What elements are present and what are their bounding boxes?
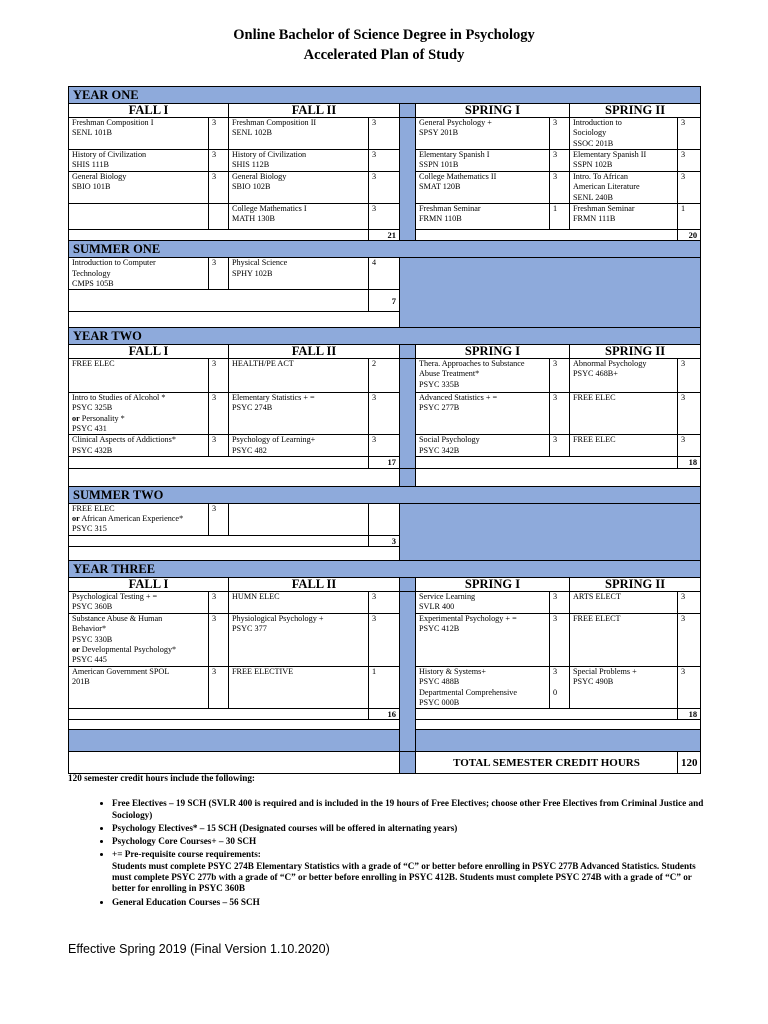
year-two-terms: [69, 345, 701, 359]
course-cell: Freshman Seminar FRMN 111B: [570, 204, 678, 230]
credit-hours: 3: [678, 435, 701, 457]
notes-section: [68, 773, 708, 910]
credit-hours: 3: [369, 591, 400, 613]
year-three-terms: [69, 577, 701, 591]
spring-total-hours: 20: [678, 230, 701, 241]
term-spring-2: SPRING II: [570, 345, 701, 359]
credit-hours: 3: [369, 435, 400, 457]
credit-hours: 3: [550, 118, 570, 150]
term-spring-1: SPRING I: [416, 104, 570, 118]
credit-hours: 3: [369, 613, 400, 666]
course-row: [69, 666, 701, 708]
course-row: [69, 204, 701, 230]
course-cell: College Mathematics I MATH 130B: [229, 204, 369, 230]
course-cell: Freshman Seminar FRMN 110B: [416, 204, 550, 230]
course-cell: Freshman Composition II SENL 102B: [229, 118, 369, 150]
term-spring-2: SPRING II: [570, 104, 701, 118]
course-row: [69, 359, 701, 393]
course-cell: Intro. To African American Literature SENL 240B: [570, 172, 678, 204]
credit-hours: 3: [369, 393, 400, 435]
term-fall-1: FALL I: [69, 104, 229, 118]
credit-hours: 3 0: [550, 666, 570, 708]
credit-hours: 3: [209, 150, 229, 172]
course-cell: General Biology SBIO 102B: [229, 172, 369, 204]
course-cell: Physiological Psychology + PSYC 377: [229, 613, 369, 666]
course-cell: [69, 204, 209, 230]
section-summer-one: SUMMER ONE: [69, 241, 701, 258]
course-cell: FREE ELECT: [570, 613, 678, 666]
credit-hours: 3: [550, 435, 570, 457]
section-year-three: YEAR THREE: [69, 560, 701, 577]
credit-hours: 3: [209, 359, 229, 393]
spring-total-hours: 18: [678, 457, 701, 468]
course-cell: History of Civilization SHIS 112B: [229, 150, 369, 172]
course-row: [69, 118, 701, 150]
year-one-terms: [69, 104, 701, 118]
course-row: [69, 503, 701, 535]
section-year-two: YEAR TWO: [69, 328, 701, 345]
credit-hours: 1: [550, 204, 570, 230]
credit-hours: 3: [369, 150, 400, 172]
term-fall-1: FALL I: [69, 345, 229, 359]
spacer-row: [69, 720, 701, 730]
credit-hours: 3: [209, 435, 229, 457]
course-row: [69, 172, 701, 204]
credit-hours: 3: [209, 503, 229, 535]
plan-of-study-table: [68, 86, 701, 774]
total-row: [69, 457, 701, 468]
section-year-one: YEAR ONE: [69, 87, 701, 104]
course-cell: Psychology of Learning+ PSYC 482: [229, 435, 369, 457]
term-spring-1: SPRING I: [416, 345, 570, 359]
course-cell: ARTS ELECT: [570, 591, 678, 613]
credit-hours: 3: [678, 591, 701, 613]
credit-hours: 3: [678, 118, 701, 150]
credit-hours: 3: [678, 666, 701, 708]
credit-hours: 3: [678, 393, 701, 435]
course-cell: Elementary Statistics + = PSYC 274B: [229, 393, 369, 435]
course-cell: Experimental Psychology + = PSYC 412B: [416, 613, 550, 666]
course-cell: Elementary Spanish II SSPN 102B: [570, 150, 678, 172]
note-item: • Psychology Core Courses+ – 30 SCH: [112, 836, 708, 847]
note-item: • += Pre-requisite course requirements: Students must complete PSYC 274B Elementary Statistics with a grade of “C” or better before enrolling in PSYC 277B Advanced Statistics. Students must complete PSYC 277b with a grade of “C” or better before enrolling in PSYC 412B. Students must complete PSYC 274B with a grade of “C” or better for enrolling in PSYC 360B: [112, 849, 708, 894]
credit-hours: 3: [209, 393, 229, 435]
credit-hours: 3: [550, 393, 570, 435]
credit-hours: [209, 204, 229, 230]
notes-intro: 120 semester credit hours include the following:: [68, 773, 255, 783]
course-row: [69, 435, 701, 457]
course-cell: Elementary Spanish I SSPN 101B: [416, 150, 550, 172]
notes-list: [68, 798, 708, 908]
credit-hours: 3: [209, 118, 229, 150]
term-fall-2: FALL II: [229, 577, 400, 591]
page-title: Online Bachelor of Science Degree in Psychology: [233, 27, 535, 43]
term-spring-2: SPRING II: [570, 577, 701, 591]
credit-hours: 3: [209, 666, 229, 708]
course-cell: Thera. Approaches to Substance Abuse Treatment* PSYC 335B: [416, 359, 550, 393]
spring-total-hours: 18: [678, 709, 701, 720]
grand-total-row: [69, 752, 701, 774]
total-row: [69, 709, 701, 720]
course-cell: History of Civilization SHIS 111B: [69, 150, 209, 172]
summer-blank-area: [400, 258, 701, 328]
credit-hours: 3: [369, 172, 400, 204]
divider: [400, 104, 416, 118]
course-cell: FREE ELEC: [69, 359, 209, 393]
divider: [400, 591, 416, 751]
course-cell: General Psychology + SPSY 201B: [416, 118, 550, 150]
credit-hours: 1: [369, 666, 400, 708]
credit-hours: 2: [369, 359, 400, 393]
course-row: [69, 393, 701, 435]
credit-hours: 3: [209, 172, 229, 204]
course-row: [69, 150, 701, 172]
course-cell: Substance Abuse & Human Behavior* PSYC 330B or Developmental Psychology* PSYC 445: [69, 613, 209, 666]
course-row: [69, 613, 701, 666]
note-item: • Psychology Electives* – 15 SCH (Designated courses will be offered in alternating years): [112, 823, 708, 834]
credit-hours: 3: [209, 591, 229, 613]
course-cell: Service Learning SVLR 400: [416, 591, 550, 613]
course-cell: FREE ELECTIVE: [229, 666, 369, 708]
credit-hours: 3: [369, 118, 400, 150]
course-cell: College Mathematics II SMAT 120B: [416, 172, 550, 204]
fall-total-hours: 16: [369, 709, 400, 720]
course-cell: Advanced Statistics + = PSYC 277B: [416, 393, 550, 435]
credit-hours: 3: [550, 613, 570, 666]
credit-hours: 3: [678, 613, 701, 666]
divider: [400, 359, 416, 468]
course-cell: FREE ELEC: [570, 393, 678, 435]
footer-version: Effective Spring 2019 (Final Version 1.10.2020): [68, 942, 330, 956]
course-row: [69, 591, 701, 613]
course-cell: Social Psychology PSYC 342B: [416, 435, 550, 457]
course-cell: History & Systems+ PSYC 488B Departmental Comprehensive PSYC 000B: [416, 666, 550, 708]
credit-hours: 3: [550, 359, 570, 393]
total-label: TOTAL SEMESTER CREDIT HOURS: [416, 752, 678, 774]
course-cell: Freshman Composition I SENL 101B: [69, 118, 209, 150]
course-cell: General Biology SBIO 101B: [69, 172, 209, 204]
summer-total-hours: 3: [369, 535, 400, 546]
divider: [400, 577, 416, 591]
credit-hours: 3: [678, 359, 701, 393]
credit-hours: 3: [369, 204, 400, 230]
course-cell: Special Problems + PSYC 490B: [570, 666, 678, 708]
credit-hours: 3: [678, 172, 701, 204]
term-spring-1: SPRING I: [416, 577, 570, 591]
fall-total-hours: 17: [369, 457, 400, 468]
credit-hours: 4: [369, 258, 400, 290]
divider: [400, 345, 416, 359]
credit-hours: 3: [550, 172, 570, 204]
note-item: • Free Electives – 19 SCH (SVLR 400 is required and is included in the 19 hours of Free Electives; choose other Free Electives from Criminal Justice and Sociology): [112, 798, 708, 821]
total-value: 120: [678, 752, 701, 774]
summer-blank-area: [400, 503, 701, 560]
course-cell: HEALTH/PE ACT: [229, 359, 369, 393]
total-row: [69, 230, 701, 241]
credit-hours: 1: [678, 204, 701, 230]
course-cell: Clinical Aspects of Addictions* PSYC 432B: [69, 435, 209, 457]
course-cell: Introduction to Sociology SSOC 201B: [570, 118, 678, 150]
section-summer-two: SUMMER TWO: [69, 486, 701, 503]
course-row: [69, 258, 701, 290]
course-cell: American Government SPOL 201B: [69, 666, 209, 708]
credit-hours: 3: [550, 150, 570, 172]
course-cell: Introduction to Computer Technology CMPS 105B: [69, 258, 209, 290]
page-subtitle: Accelerated Plan of Study: [303, 47, 465, 63]
credit-hours: 3: [550, 591, 570, 613]
credit-hours: 3: [209, 258, 229, 290]
course-cell: Intro to Studies of Alcohol * PSYC 325B or Personality * PSYC 431: [69, 393, 209, 435]
summer-total-hours: 7: [369, 290, 400, 312]
fall-total-hours: 21: [369, 230, 400, 241]
course-cell: FREE ELEC: [570, 435, 678, 457]
course-cell: Psychological Testing + = PSYC 360B: [69, 591, 209, 613]
term-fall-2: FALL II: [229, 104, 400, 118]
term-fall-1: FALL I: [69, 577, 229, 591]
course-cell: Physical Science SPHY 102B: [229, 258, 369, 290]
credit-hours: 3: [678, 150, 701, 172]
course-cell: FREE ELEC or African American Experience* PSYC 315: [69, 503, 209, 535]
term-fall-2: FALL II: [229, 345, 400, 359]
divider: [400, 118, 416, 241]
course-cell: HUMN ELEC: [229, 591, 369, 613]
note-item: • General Education Courses – 56 SCH: [112, 897, 708, 908]
credit-hours: 3: [209, 613, 229, 666]
course-cell: Abnormal Psychology PSYC 468B+: [570, 359, 678, 393]
